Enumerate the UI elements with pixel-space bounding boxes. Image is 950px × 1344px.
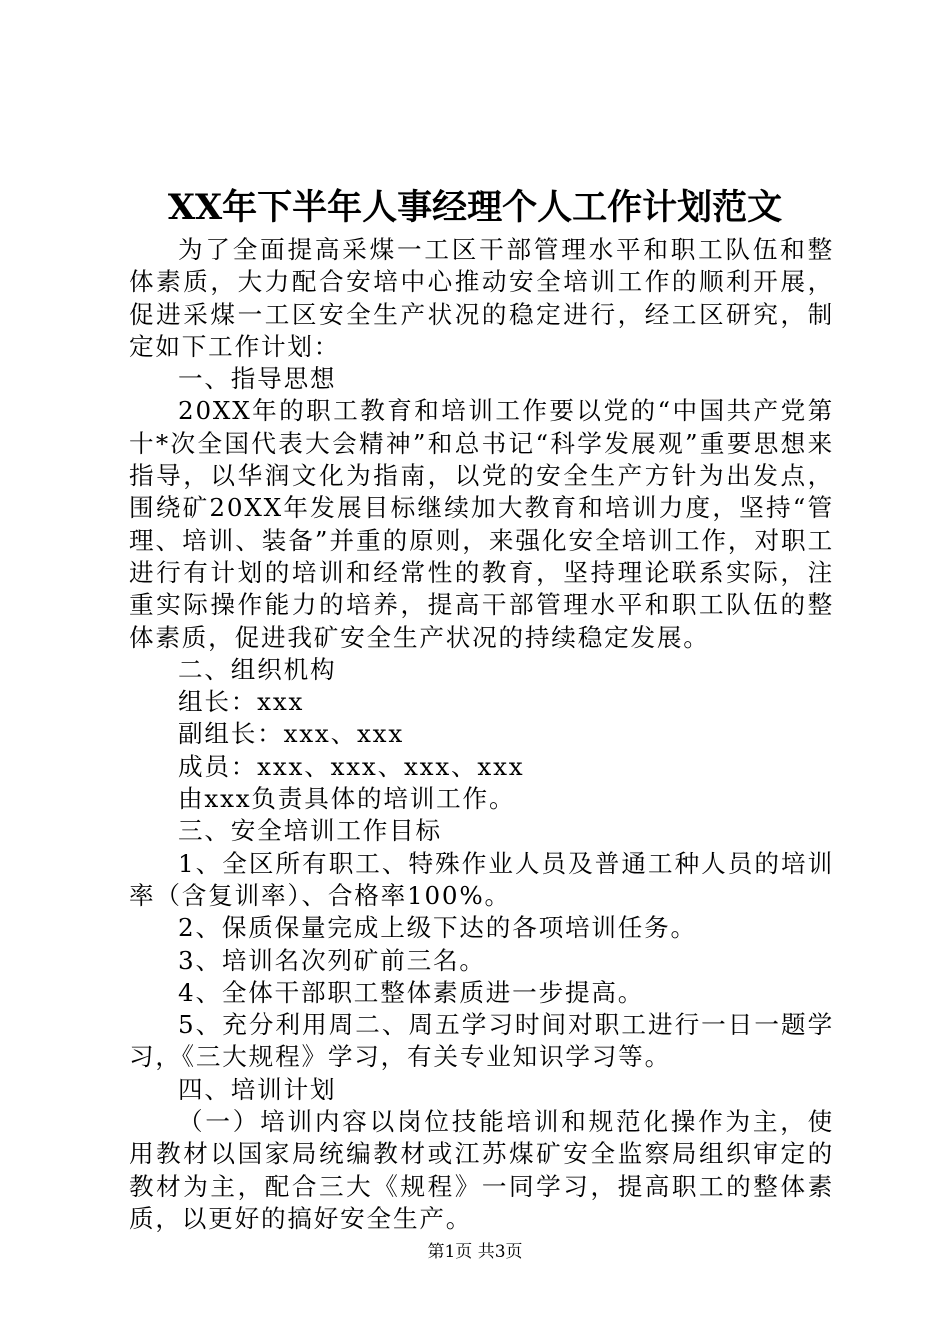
- document-body: [129, 234, 834, 1235]
- goal-item-4: 4、全体干部职工整体素质进一步提高。: [178, 977, 645, 1007]
- guiding-ideology-paragraph: 20XX年的职工教育和培训工作要以党的“中国共产党第十*次全国代表大会精神”和总书记“科学发展观”重要思想来指导，以华润文化为指南，以党的安全生产方针为出发点，围绕矿20XX年发展目标继续加大教育和培训力度，坚持“管理、培训、装备”并重的原则，来强化安全培训工作，对职工进行有计划的培训和经常性的教育，坚持理论联系实际，注重实际操作能力的培养，提高干部管理水平和职工队伍的整体素质，促进我矿安全生产状况的持续稳定发展。: [129, 396, 834, 652]
- page-number-footer: 第1页 共3页: [427, 1242, 523, 1262]
- section-heading-training-plan: 四、培训计划: [178, 1074, 337, 1104]
- org-members-line: 成员：xxx、xxx、xxx、xxx: [178, 751, 525, 781]
- goal-item-2: 2、保质保量完成上级下达的各项培训任务。: [178, 913, 697, 943]
- section-heading-organization: 二、组织机构: [178, 654, 337, 684]
- section-heading-training-goals: 三、安全培训工作目标: [178, 816, 442, 846]
- training-plan-item-1: （一）培训内容以岗位技能培训和规范化操作为主，使用教材以国家局统编教材或江苏煤矿安全监察局组织审定的教材为主，配合三大《规程》一同学习，提高职工的整体素质，以更好的搞好安全生产。: [129, 1107, 834, 1233]
- goal-item-5: 5、充分利用周二、周五学习时间对职工进行一日一题学习，《三大规程》学习，有关专业知识学习等。: [129, 1010, 834, 1072]
- intro-paragraph: 为了全面提高采煤一工区干部管理水平和职工队伍和整体素质，大力配合安培中心推动安全培训工作的顺利开展，促进采煤一工区安全生产状况的稳定进行，经工区研究，制定如下工作计划：: [129, 235, 834, 361]
- org-responsible-line: 由xxx负责具体的培训工作。: [178, 784, 516, 814]
- org-leader-line: 组长：xxx: [178, 687, 305, 717]
- goal-item-1: 1、全区所有职工、特殊作业人员及普通工种人员的培训率（含复训率）、合格率100%。: [129, 848, 834, 910]
- org-deputy-leader-line: 副组长：xxx、xxx: [178, 719, 404, 749]
- document-title: XX年下半年人事经理个人工作计划范文: [167, 187, 783, 228]
- goal-item-3: 3、培训名次列矿前三名。: [178, 945, 486, 975]
- section-heading-guiding-ideology: 一、指导思想: [178, 364, 337, 394]
